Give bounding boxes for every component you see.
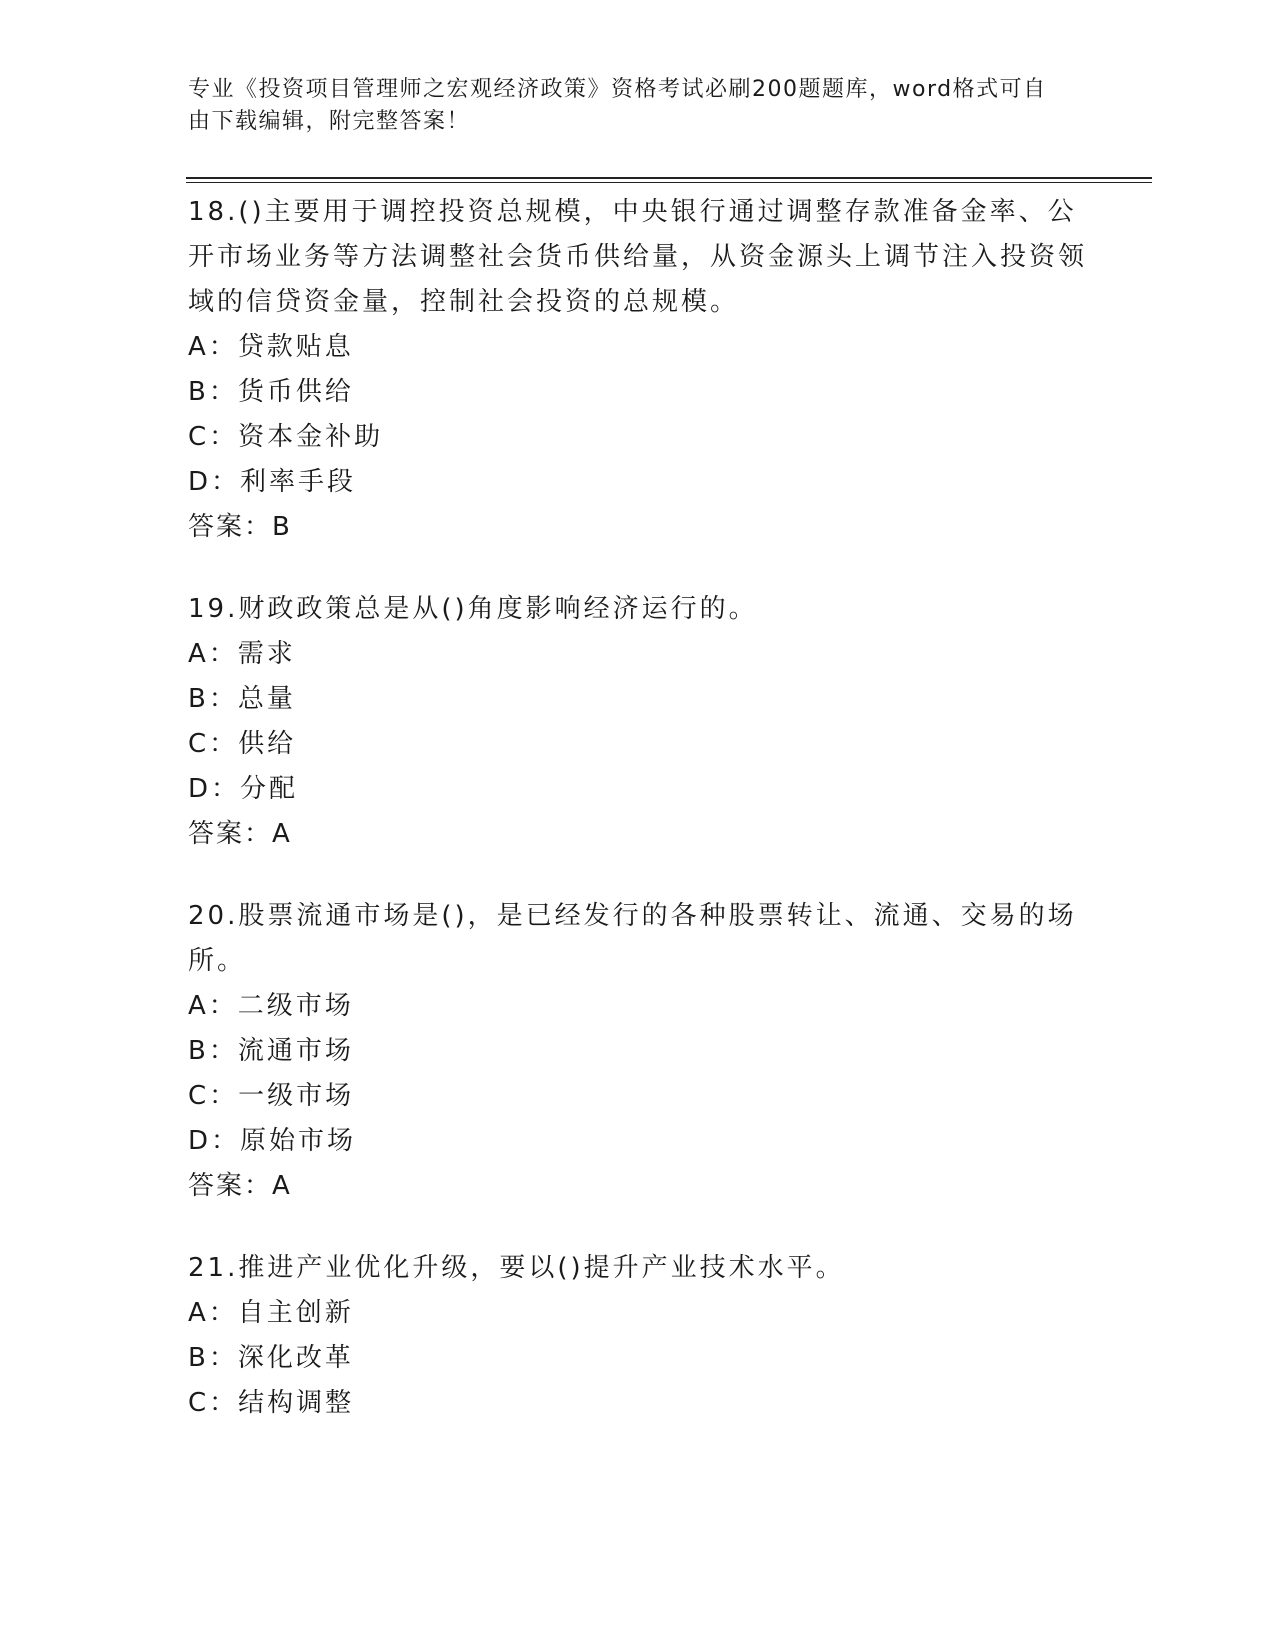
option-a: A：自主创新 (188, 1298, 354, 1328)
option-c: C：资本金补助 (188, 422, 384, 452)
document-header: 专业《投资项目管理师之宏观经济政策》资格考试必刷200题题库，word格式可自由下载编辑，附完整答案！ (188, 77, 1047, 134)
option-b: B：货币供给 (188, 377, 354, 407)
option-c: C：一级市场 (188, 1081, 355, 1111)
question-text: 18.()主要用于调控投资总规模，中央银行通过调整存款准备金率、公开市场业务等方法调整社会货币供给量，从资金源头上调节注入投资领域的信贷资金量，控制社会投资的总规模。 (188, 197, 1088, 317)
question-list (188, 190, 1088, 1463)
answer: 答案：A (188, 819, 292, 849)
option-a: A：二级市场 (188, 991, 354, 1021)
option-b: B：总量 (188, 684, 296, 714)
option-a: A：需求 (188, 639, 296, 669)
question-18 (188, 190, 1088, 550)
option-b: B：深化改革 (188, 1343, 354, 1373)
option-c: C：供给 (188, 729, 297, 759)
header-rule-thin (186, 182, 1152, 183)
header-rule-thick (186, 177, 1152, 179)
option-c: C：结构调整 (188, 1388, 355, 1418)
option-b: B：流通市场 (188, 1036, 354, 1066)
question-20 (188, 894, 1088, 1209)
question-text: 19.财政政策总是从()角度影响经济运行的。 (188, 594, 758, 624)
question-text: 21.推进产业优化升级，要以()提升产业技术水平。 (188, 1253, 845, 1283)
option-d: D：利率手段 (188, 467, 357, 497)
option-a: A：贷款贴息 (188, 332, 354, 362)
question-21 (188, 1246, 1088, 1426)
option-d: D：原始市场 (188, 1126, 357, 1156)
question-text: 20.股票流通市场是()，是已经发行的各种股票转让、流通、交易的场所。 (188, 901, 1077, 976)
answer: 答案：A (188, 1171, 292, 1201)
question-19 (188, 587, 1088, 857)
option-d: D：分配 (188, 774, 299, 804)
answer: 答案：B (188, 512, 292, 542)
